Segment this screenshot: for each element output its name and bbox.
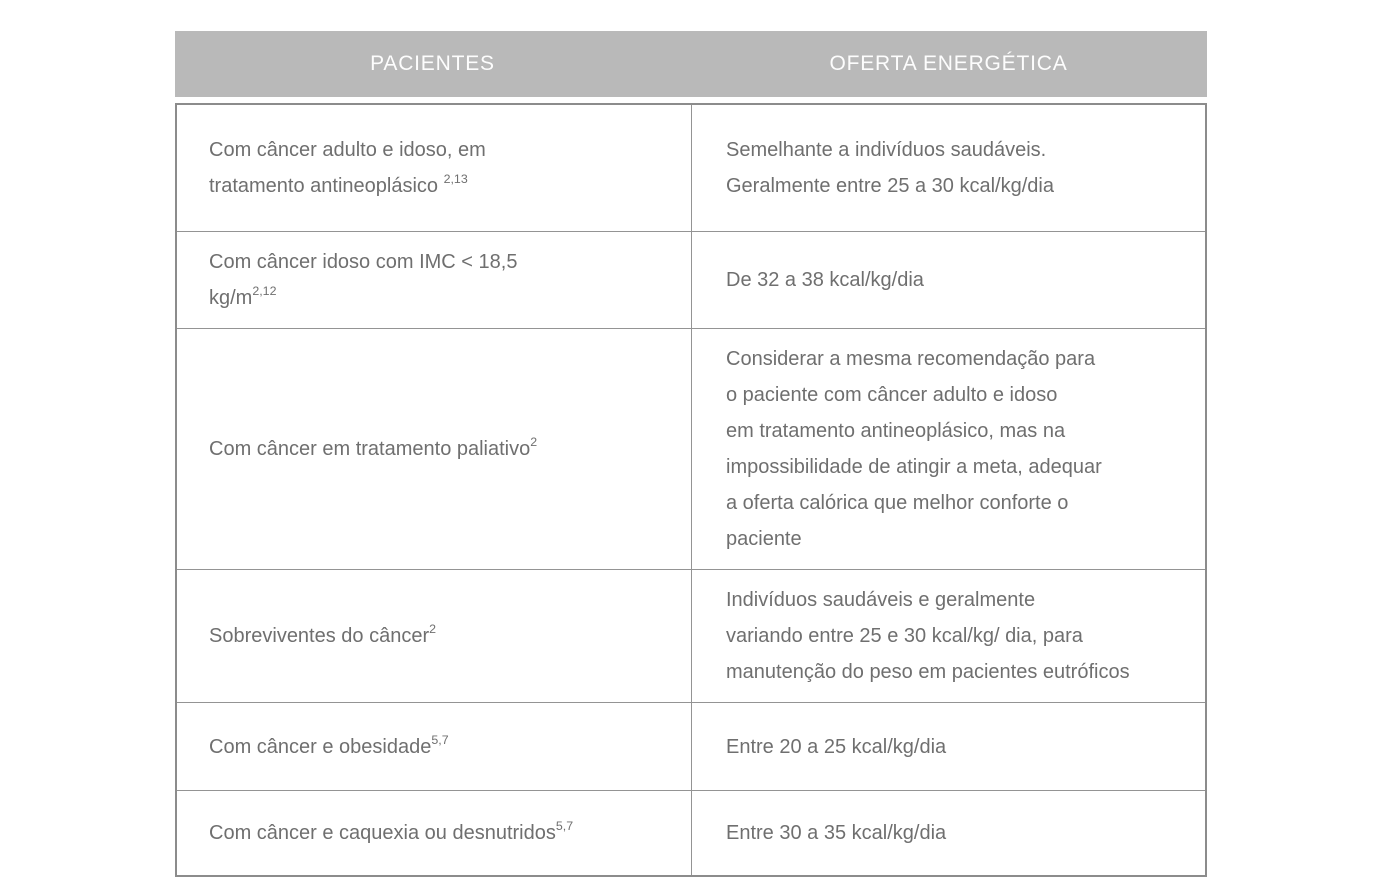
offer-cell [692,105,1205,231]
patient-text: Com câncer e caquexia ou desnutridos$^{5,7}$ [209,819,574,844]
patient-cell [177,329,692,569]
superscript-reference: 2,13 [443,172,468,187]
offer-text: Entre 30 a 35 kcal/kg/dia [726,822,947,844]
table-body [175,103,1207,877]
header-column-oferta-energetica: OFERTA ENERGÉTICA [829,52,1068,75]
table-row [177,328,1205,569]
offer-text: Indivíduos saudáveis e geralmente variando entre 25 e 30 kcal/kg/ dia, para manutenção do peso em pacientes eutróficos [726,589,1130,683]
patient-cell [177,791,692,875]
offer-text: Semelhante a indivíduos saudáveis. Geralmente entre 25 a 30 kcal/kg/dia [726,139,1054,197]
patient-text: Com câncer em tratamento paliativo$^2$ [209,435,538,460]
superscript-reference: 2 [429,622,437,637]
patient-cell [177,105,692,231]
offer-text: Entre 20 a 25 kcal/kg/dia [726,735,947,758]
superscript-reference: 5,7 [431,732,449,747]
offer-cell [692,703,1205,790]
superscript-reference: 5,7 [555,819,574,834]
patient-cell [177,232,692,328]
table-row [177,702,1205,790]
table-row [177,231,1205,328]
offer-cell [692,232,1205,328]
offer-cell [692,570,1205,702]
superscript-reference: 2,12 [252,284,277,299]
patient-cell [177,570,692,702]
patient-text: Com câncer idoso com IMC < 18,5 $kg/m^{2,12}$ [209,251,518,309]
table-header [175,31,1207,97]
table-row [177,569,1205,702]
table-row [177,790,1205,875]
offer-text: Considerar a mesma recomendação para o paciente com câncer adulto e idoso em tratamento antineoplásico, mas na impossibilidade de atingir a meta, adequar a oferta calórica que melhor conforte o paciente [726,348,1102,550]
offer-cell [692,791,1205,875]
patient-text: Sobreviventes do câncer$^2$ [209,622,437,647]
header-column-pacientes: PACIENTES [370,52,495,75]
table-row [177,105,1205,231]
offer-text: De 32 a 38 kcal/kg/dia [726,269,924,291]
offer-cell [692,329,1205,569]
superscript-reference: 2 [530,435,538,450]
patient-cell [177,703,692,790]
patient-text: Com câncer adulto e idoso, em tratamento antineoplásico $^{2,13}$ [209,139,486,197]
patient-text: Com câncer e obesidade$^{5,7}$ [209,732,449,758]
